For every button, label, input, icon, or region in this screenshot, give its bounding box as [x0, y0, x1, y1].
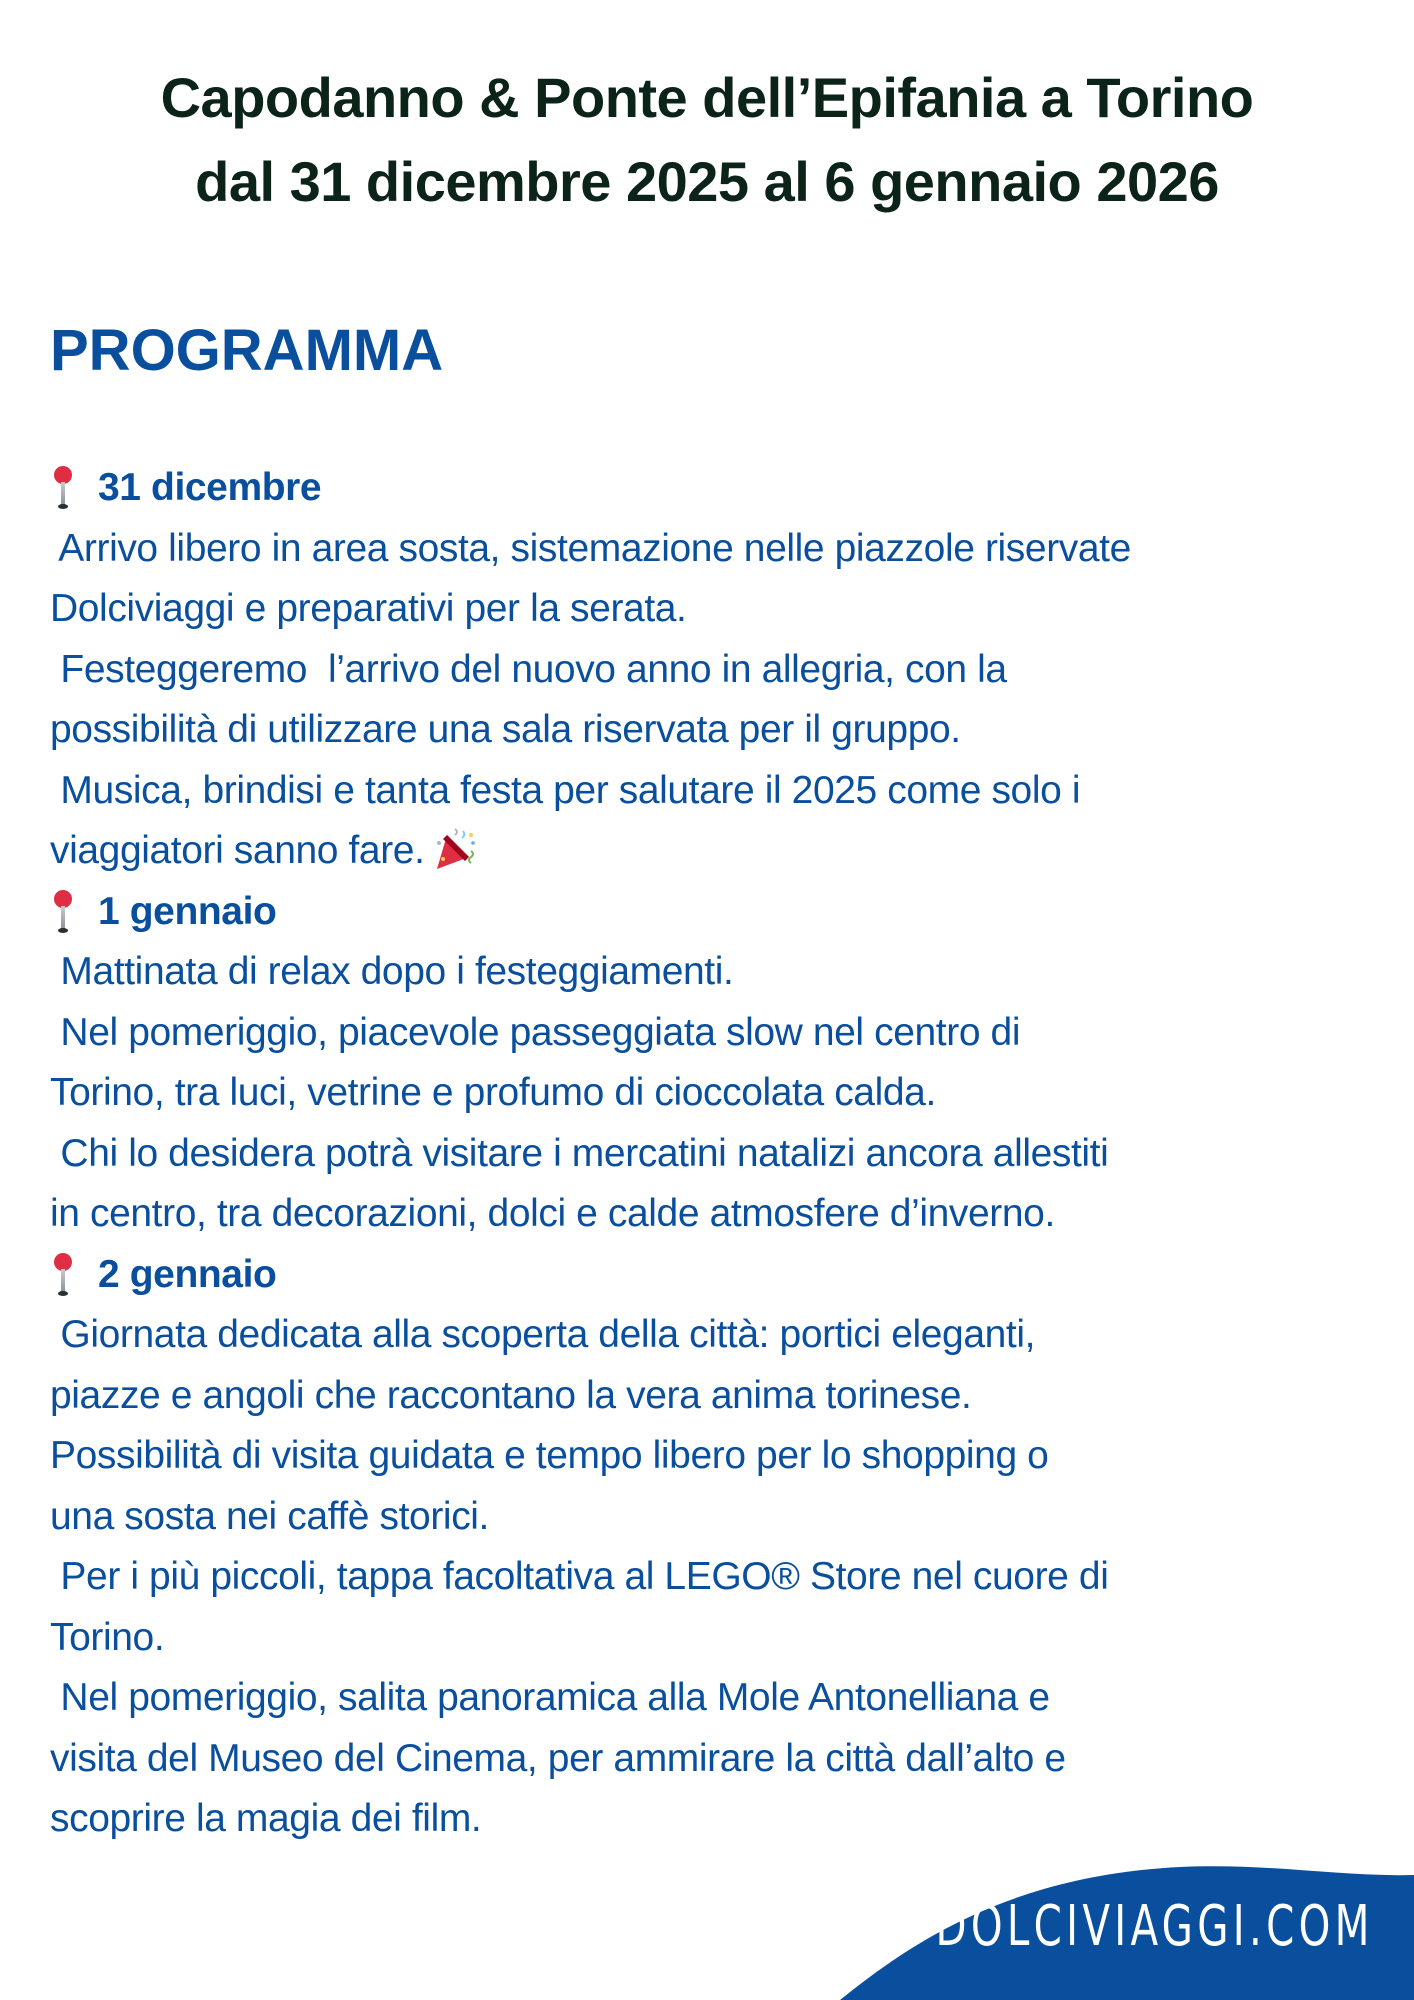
body-line: Arrivo libero in area sosta, sistemazione nelle piazzole riservate	[50, 526, 1131, 570]
program	[50, 458, 1370, 1850]
body-line: Possibilità di visita guidata e tempo libero per lo shopping o	[50, 1434, 1049, 1477]
title-line-1: Capodanno & Ponte dell’Epifania a Torino	[160, 66, 1254, 129]
day-heading-label: 1 gennaio	[98, 889, 277, 933]
body-line: Giornata dedicata alla scoperta della città: portici eleganti,	[50, 1313, 1036, 1356]
body-line: Dolciviaggi e preparativi per la serata.	[50, 587, 687, 630]
round-pushpin-icon	[50, 466, 76, 510]
day-heading	[50, 882, 1370, 943]
day-section-1-gennaio	[50, 882, 1370, 1245]
body-line: Musica, brindisi e tanta festa per salutare il 2025 come solo i	[50, 768, 1081, 812]
body-line: Mattinata di relax dopo i festeggiamenti.	[50, 950, 734, 993]
brand-website: DOLCIVIAGGI.COM	[935, 1894, 1374, 1959]
body-line: Nel pomeriggio, piacevole passeggiata slow nel centro di	[50, 1010, 1021, 1054]
body-line: Torino.	[50, 1615, 165, 1659]
body-line: Per i più piccoli, tappa facoltativa al LEGO® Store nel cuore di	[50, 1555, 1109, 1598]
body-line: Chi lo desidera potrà visitare i mercatini natalizi ancora allestiti	[50, 1131, 1109, 1175]
round-pushpin-icon	[50, 1253, 76, 1297]
body-line: possibilità di utilizzare una sala riservata per il gruppo.	[50, 708, 961, 751]
title-line-2: dal 31 dicembre 2025 al 6 gennaio 2026	[195, 150, 1219, 213]
section-heading: PROGRAMMA	[50, 318, 444, 383]
body-line: Nel pomeriggio, salita panoramica alla Mole Antonelliana e	[50, 1676, 1050, 1719]
day-heading	[50, 458, 1370, 519]
day-heading	[50, 1245, 1370, 1306]
round-pushpin-icon	[50, 890, 76, 934]
body-line: scoprire la magia dei film.	[50, 1797, 482, 1840]
body-line: Torino, tra luci, vetrine e profumo di cioccolata calda.	[50, 1071, 936, 1114]
day-section-2-gennaio	[50, 1245, 1370, 1850]
party-popper-icon	[433, 825, 479, 871]
body-line: in centro, tra decorazioni, dolci e calde atmosfere d’inverno.	[50, 1192, 1055, 1235]
body-line: una sosta nei caffè storici.	[50, 1494, 489, 1538]
day-heading-label: 31 dicembre	[98, 466, 322, 509]
day-section-31-dicembre	[50, 458, 1370, 882]
body-line: Festeggeremo l’arrivo del nuovo anno in allegria, con la	[50, 647, 1007, 691]
body-line: visita del Museo del Cinema, per ammirare la città dall’alto e	[50, 1736, 1066, 1780]
body-line-with-emoji	[50, 821, 1370, 882]
day-heading-label: 2 gennaio	[98, 1252, 277, 1296]
page-title	[0, 56, 1414, 224]
body-line: piazze e angoli che raccontano la vera anima torinese.	[50, 1373, 972, 1417]
body-line: viaggiatori sanno fare.	[50, 829, 425, 872]
